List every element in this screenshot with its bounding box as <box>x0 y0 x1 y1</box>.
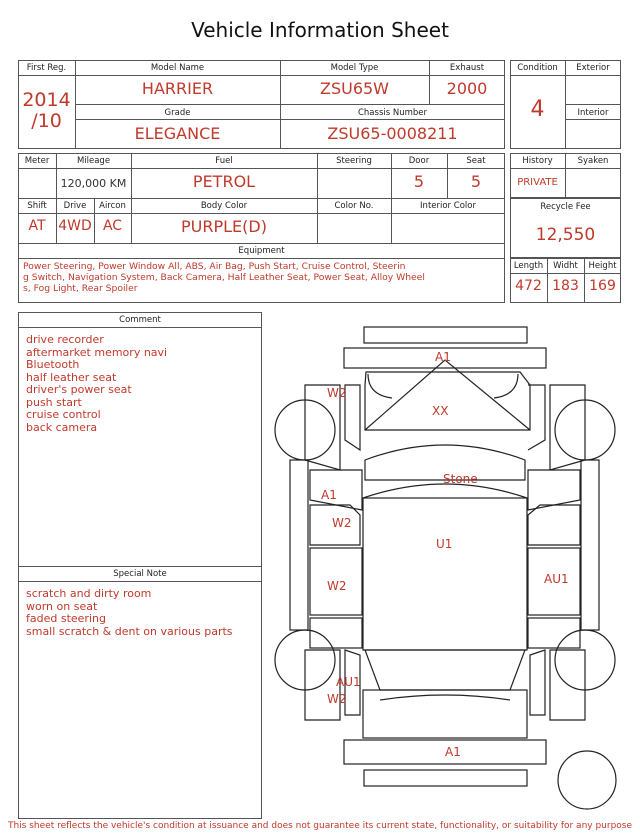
damage-u1: U1 <box>436 537 453 551</box>
exterior-label: Exterior <box>576 63 610 73</box>
a-pillar-right-part <box>528 470 580 510</box>
damage-w2-rear-left: W2 <box>327 692 347 706</box>
shift-value: AT <box>28 218 46 234</box>
drive-label: Drive <box>63 201 87 211</box>
meter-label: Meter <box>24 156 50 166</box>
recycle-fee-value: 12,550 <box>535 225 596 245</box>
comment-label: Comment <box>119 315 161 325</box>
comment-item: aftermarket memory navi <box>26 345 168 359</box>
comment-item: push start <box>26 395 82 409</box>
length-label: Length <box>513 261 544 271</box>
comment-item: Bluetooth <box>26 358 80 371</box>
door-value: 5 <box>413 172 425 191</box>
width-label: Widht <box>553 261 578 271</box>
roof-front-edge-part <box>363 484 527 498</box>
special-note-item: worn on seat <box>26 599 98 613</box>
left-side-sill-part <box>290 460 308 630</box>
damage-w2-door-rear: W2 <box>327 579 347 593</box>
model-name-value: HARRIER <box>141 79 214 98</box>
door-label: Door <box>408 156 430 166</box>
equipment-line: s, Fog Light, Rear Spoiler <box>23 283 138 294</box>
damage-stone: Stone <box>443 472 478 486</box>
front-bumper-top-part <box>364 327 527 343</box>
history-label: History <box>522 156 553 166</box>
disclaimer-footer: This sheet reflects the vehicle's condition at issuance and does not guarantee its current state, functionality, or suitability for any purpose <box>7 821 633 831</box>
tailgate-part <box>363 690 527 738</box>
model-type-label: Model Type <box>330 63 379 73</box>
special-note-label: Special Note <box>113 569 167 579</box>
color-no-label: Color No. <box>334 201 374 211</box>
damage-w2-front-left: W2 <box>327 386 347 400</box>
rear-fender-right-part <box>530 650 545 715</box>
damage-a1-pillar: A1 <box>321 488 337 502</box>
mileage-value: 120,000 KM <box>60 177 127 190</box>
history-value: PRIVATE <box>517 177 558 188</box>
height-value: 169 <box>589 278 616 294</box>
body-color-label: Body Color <box>200 201 248 211</box>
equipment-label: Equipment <box>238 246 285 256</box>
exhaust-value: 2000 <box>446 79 488 98</box>
condition-label: Condition <box>517 63 558 73</box>
special-note-item: small scratch & dent on various parts <box>26 624 233 638</box>
syaken-label: Syaken <box>577 156 609 166</box>
model-name-label: Model Name <box>150 63 205 73</box>
comment-item: driver's power seat <box>26 383 132 396</box>
damage-au1-right: AU1 <box>544 572 569 586</box>
mileage-label: Mileage <box>76 156 111 166</box>
first-reg-month: /10 <box>31 110 62 132</box>
headlight-right-part <box>494 374 518 398</box>
seat-value: 5 <box>470 172 482 191</box>
chassis-number-value: ZSU65-0008211 <box>327 124 458 143</box>
first-reg-label: First Reg. <box>26 63 67 73</box>
equipment-line: g Switch, Navigation System, Back Camera, Half Leather Seat, Power Seat, Alloy Wheel <box>23 272 425 283</box>
comment-item: drive recorder <box>26 333 104 346</box>
grade-value: ELEGANCE <box>134 124 221 143</box>
aircon-value: AC <box>102 218 123 234</box>
interior-label: Interior <box>577 108 609 118</box>
special-note-item: scratch and dirty room <box>26 587 152 600</box>
drive-value: 4WD <box>58 218 92 234</box>
equipment-line: Power Steering, Power Window All, ABS, Air Bag, Push Start, Cruise Control, Steerin <box>23 261 406 272</box>
aircon-label: Aircon <box>99 201 126 211</box>
headlight-left-part <box>368 374 392 398</box>
recycle-fee-label: Recycle Fee <box>540 202 591 212</box>
height-label: Height <box>588 261 617 271</box>
tailgate-line-part <box>380 695 510 700</box>
damage-au1-rear: AU1 <box>336 675 361 689</box>
comment-item: back camera <box>26 420 98 434</box>
fuel-value: PETROL <box>192 172 256 191</box>
damage-xx: XX <box>432 404 449 418</box>
interior-color-label: Interior Color <box>420 201 476 211</box>
chassis-number-label: Chassis Number <box>357 108 428 118</box>
fender-front-left-part <box>345 385 360 450</box>
condition-value: 4 <box>530 97 545 122</box>
damage-w2-door-front: W2 <box>332 516 352 530</box>
steering-label: Steering <box>336 156 372 166</box>
front-panel-part <box>365 372 530 430</box>
damage-a1-front: A1 <box>435 350 451 364</box>
right-side-sill-part <box>581 460 599 630</box>
body-color-value: PURPLE(D) <box>181 217 267 236</box>
width-value: 183 <box>552 278 579 294</box>
comment-item: cruise control <box>26 408 101 421</box>
spare-wheel-part <box>558 751 616 809</box>
page-title: Vehicle Information Sheet <box>191 18 449 42</box>
exhaust-label: Exhaust <box>449 63 485 73</box>
grade-label: Grade <box>164 108 191 118</box>
first-reg-year: 2014 <box>22 89 71 111</box>
comment-item: half leather seat <box>26 370 117 384</box>
length-value: 472 <box>515 278 542 294</box>
rear-window-part <box>365 650 525 690</box>
model-type-value: ZSU65W <box>319 79 389 98</box>
front-door-window-right-part <box>528 505 580 545</box>
roof-part <box>363 498 527 650</box>
special-note-item: faded steering <box>26 612 106 625</box>
seat-label: Seat <box>466 156 486 166</box>
shift-label: Shift <box>27 201 47 211</box>
rear-bumper-bottom-part <box>364 770 527 786</box>
damage-a1-rear: A1 <box>445 745 461 759</box>
fuel-label: Fuel <box>215 156 233 166</box>
